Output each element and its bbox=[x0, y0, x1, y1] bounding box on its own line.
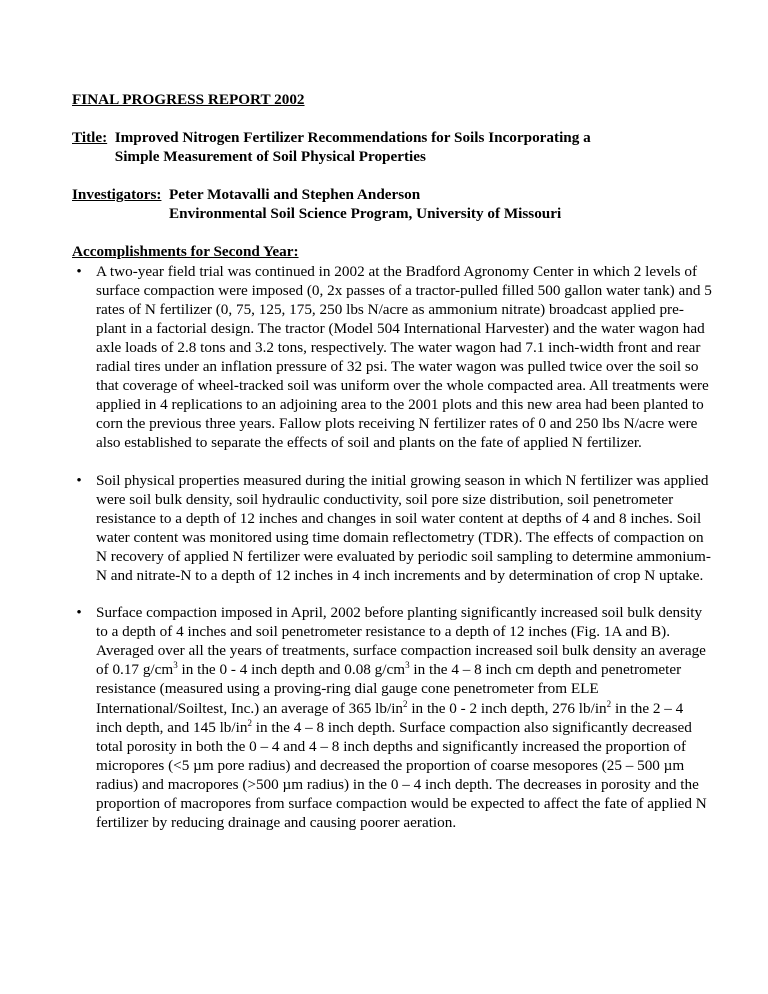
investigators-names: Peter Motavalli and Stephen Anderson bbox=[169, 186, 421, 204]
list-item bbox=[72, 471, 712, 586]
superscript: 2 bbox=[606, 698, 612, 709]
accomplishments-list bbox=[72, 262, 712, 833]
investigators-text bbox=[169, 185, 561, 223]
list-item bbox=[72, 262, 712, 453]
bullet-icon: • bbox=[76, 471, 82, 489]
bullet-icon: • bbox=[76, 262, 82, 280]
investigators-affiliation: Environmental Soil Science Program, University of Missouri bbox=[169, 205, 562, 223]
text-segment: in the 4 – 8 inch depth. Surface compaction also significantly decreased total porosity in both the 0 – 4 and 4 – 8 inch depths and significantly increased the proportion of micropores (<5 µm pore radius) and decreased the proportion of coarse mesopores (25 – 500 µm radius) and macropores (>500 µm radius) in the 0 – 4 inch depth. The decreases in porosity and the proportion of macropores from surface compaction would be expected to affect the fate of applied N fertilizer by reducing drainage and causing poorer aeration. bbox=[96, 718, 707, 832]
bullet-icon: • bbox=[76, 604, 82, 622]
investigators-label: Investigators: bbox=[72, 186, 162, 204]
accomplishments-heading: Accomplishments for Second Year: bbox=[72, 243, 299, 261]
investigators-block bbox=[72, 185, 712, 223]
superscript: 2 bbox=[403, 698, 408, 709]
title-line-2: Simple Measurement of Soil Physical Properties bbox=[114, 148, 426, 166]
title-line-1: Improved Nitrogen Fertilizer Recommendations for Soils Incorporating a bbox=[114, 129, 591, 147]
superscript: 3 bbox=[405, 660, 410, 671]
title-label: Title: bbox=[72, 129, 108, 147]
text-segment: in the 2 – 4 inch depth, and 145 lb/in bbox=[96, 699, 684, 736]
title-text bbox=[115, 128, 591, 166]
text-segment: in the 0 - 2 inch depth, 276 lb/in bbox=[407, 699, 607, 717]
list-item bbox=[72, 603, 712, 832]
title-block bbox=[72, 128, 712, 166]
bullet-text-field-trial: A two-year field trial was continued in 2002 at the Bradford Agronomy Center in which 2 levels of surface compaction were imposed (0, 2x passes of a tractor-pulled filled 500 gallon water tank) and 5 rates of N fertilizer (0, 75, 125, 175, 250 lbs N/acre as ammonium nitrate) broadcast applied pre-plant in a factorial design. The tractor (Model 504 International Harvester) and the water wagon had axle loads of 2.8 tons and 3.2 tons, respectively. The water wagon had 7.1 inch-width front and rear radial tires under an inflation pressure of 32 psi. The water wagon was pulled twice over the soil so that coverage of wheel-tracked soil was uniform over the whole compacted area. All treatments were applied in 4 replications to an adjoining area to the 2001 plots and this new area had been planted to corn the previous three years. Fallow plots receiving N fertilizer rates of 0 and 250 lbs N/acre were also established to separate the effects of soil and plants on the fate of applied N fertilizer. bbox=[96, 262, 712, 452]
bullet-text-soil-properties: Soil physical properties measured during the initial growing season in which N fertilizer was applied were soil bulk density, soil hydraulic conductivity, soil pore size distribution, soil penetrometer resistance to a depth of 12 inches and changes in soil water content at depths of 4 and 8 inches. Soil water content was monitored using time domain reflectometry (TDR). The effects of compaction on N recovery of applied N fertilizer were evaluated by periodic soil sampling to determine ammonium-N and nitrate-N to a depth of 12 inches in 4 inch increments and by determination of crop N uptake. bbox=[96, 471, 711, 584]
bullet-text-compaction-results bbox=[96, 603, 712, 832]
document-body bbox=[72, 90, 712, 850]
report-heading: FINAL PROGRESS REPORT 2002 bbox=[72, 91, 305, 108]
text-segment: in the 0 - 4 inch depth and 0.08 g/cm bbox=[177, 661, 406, 679]
text-segment: in the 4 – 8 inch cm depth and penetrometer resistance (measured using a proving-ring dial gauge cone penetrometer from ELE International/Soiltest, Inc.) an average of 365 lb/in bbox=[96, 661, 682, 717]
superscript: 3 bbox=[173, 660, 178, 671]
text-segment: Surface compaction imposed in April, 2002 before planting significantly increased soil bulk density to a depth of 4 inches and soil penetrometer resistance to a depth of 12 inches (Fig. 1A and B). Averaged over all the years of treatments, surface compaction increased soil bulk density an average of 0.17 g/cm bbox=[96, 604, 706, 679]
superscript: 2 bbox=[247, 717, 252, 728]
